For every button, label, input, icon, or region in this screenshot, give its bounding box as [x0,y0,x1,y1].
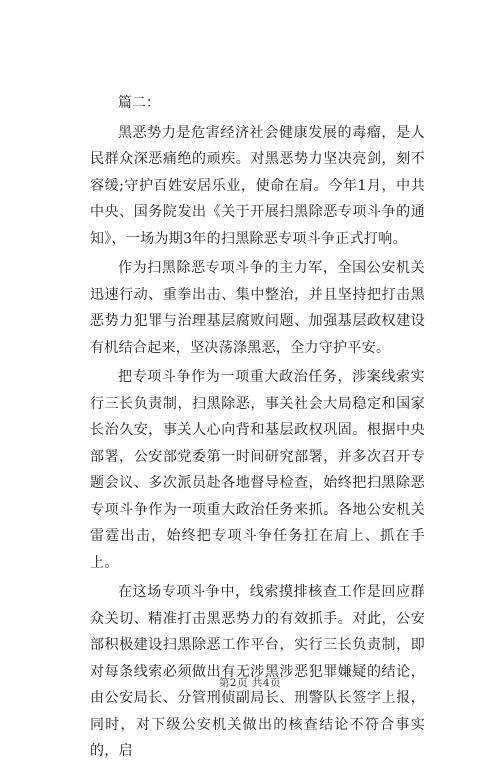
document-body [90,90,425,765]
page-footer: 第2页 共4页 [218,677,282,689]
paragraph-3: 把专项斗争作为一项重大政治任务，涉案线索实行三长负责制，扫黑除恶，事关社会大局稳定和国家长治久安，事关人心向背和基层政权巩固。根据中央部署，公安部党委第一时间研究部署，并多次召开专题会议、多次派员赴各地督导检查，始终把扫黑除恶专项斗争作为一项重大政治任务来抓。各地公安机关雷霆出击，始终把专项斗争任务扛在肩上、抓在手上。 [90,369,425,571]
paragraph-2: 作为扫黑除恶专项斗争的主力军，全国公安机关迅速行动、重拳出击、集中整治，并且坚持把打击黑恶势力犯罪与治理基层腐败问题、加强基层政权建设有机结合起来，坚决荡涤黑恶，全力守护平安。 [90,260,425,356]
paragraph-4: 在这场专项斗争中，线索摸排核查工作是回应群众关切、精准打击黑恶势力的有效抓手。对此，公安部积极建设扫黑除恶工作平台，实行三长负责制，即对每条线索必须做出有无涉黑涉恶犯罪嫌疑的结论，由公安局长、分管刑侦副局长、刑警队长签字上报，同时，对下级公安机关做出的核查结论不符合事实的，启 [90,584,425,759]
paragraph-1: 黑恶势力是危害经济社会健康发展的毒瘤，是人民群众深恶痛绝的顽疾。对黑恶势力坚决亮剑，刻不容缓;守护百姓安居乐业，使命在肩。今年1月，中共中央、国务院发出《关于开展扫黑除恶专项斗争的通知》，一场为期3年的扫黑除恶专项斗争正式打响。 [90,124,425,247]
section-heading: 篇二： [118,95,160,111]
